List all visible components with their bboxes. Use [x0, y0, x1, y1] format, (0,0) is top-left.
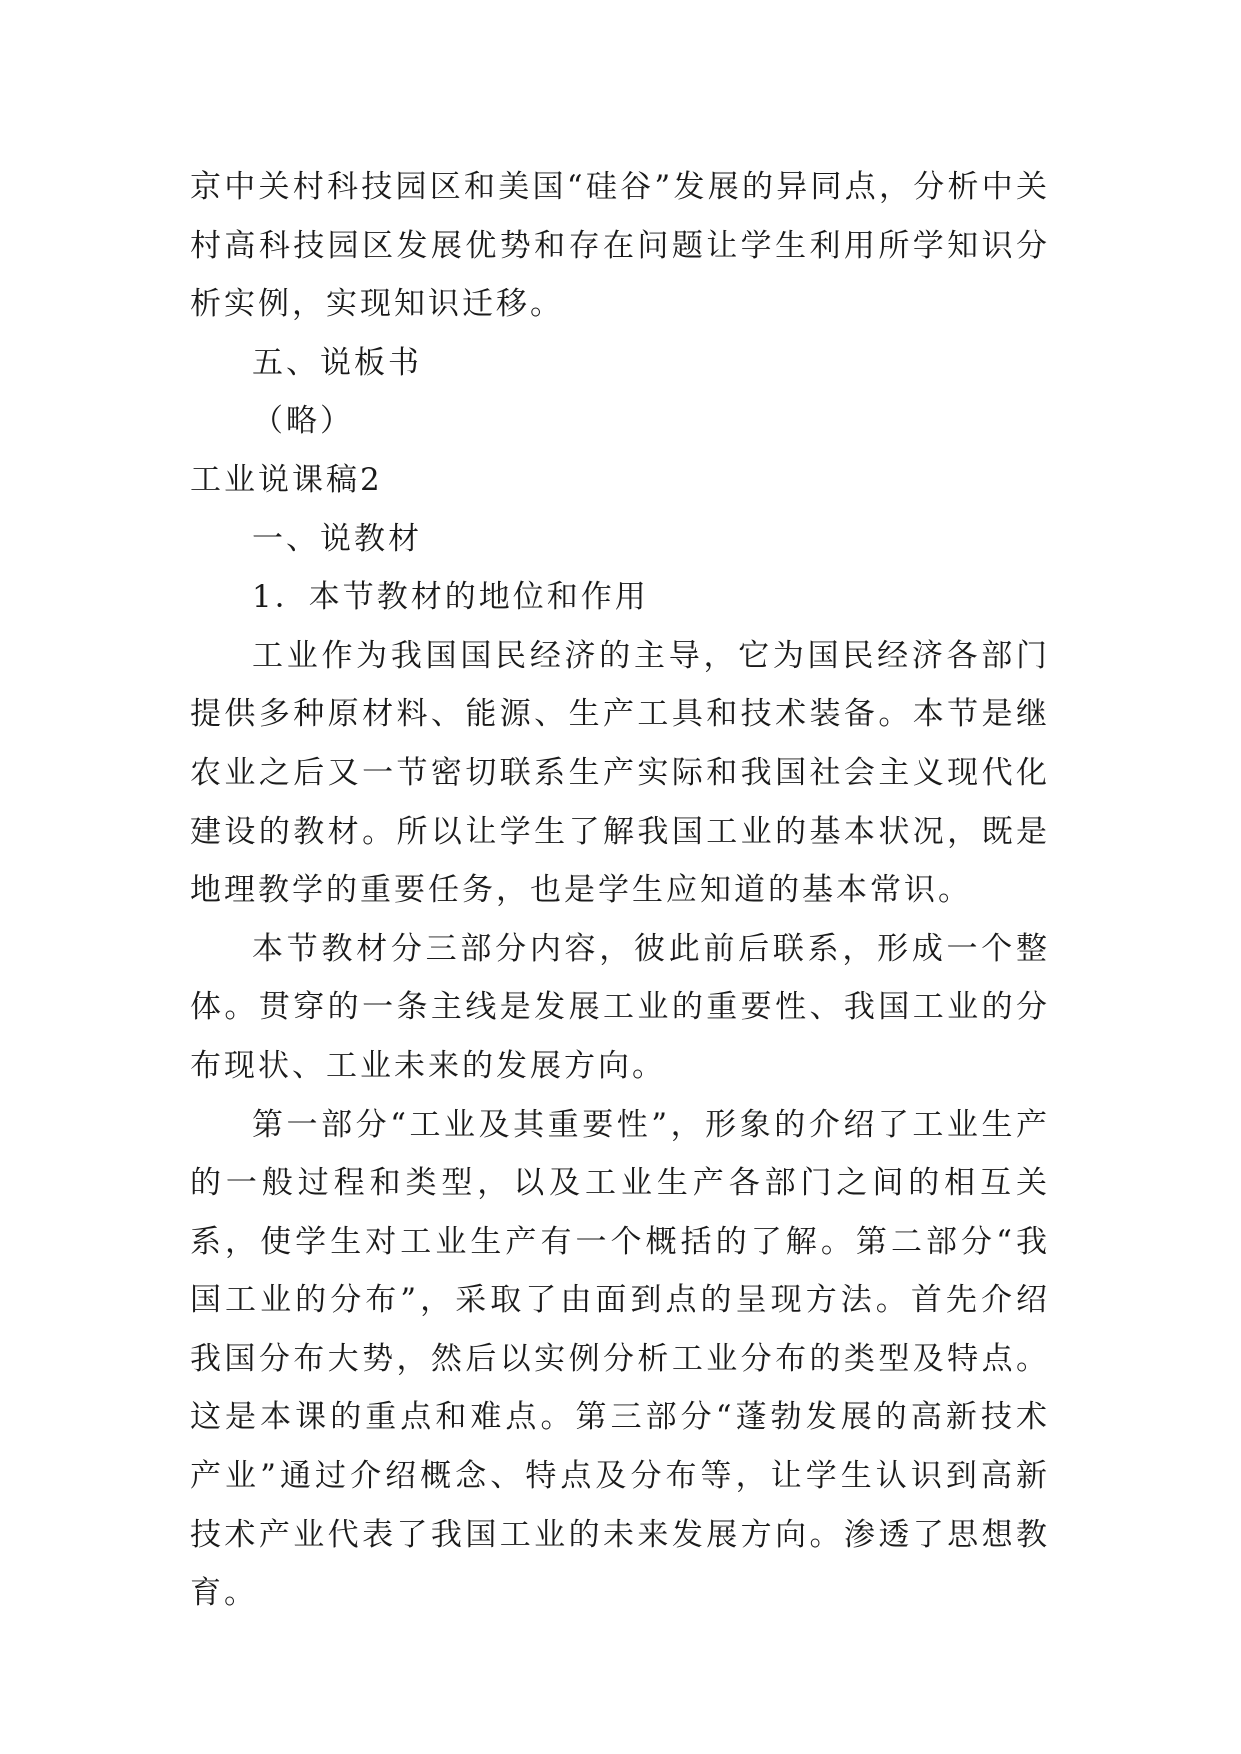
section-heading-blackboard: 五、说板书 — [252, 344, 422, 381]
document-title: 工业说课稿2 — [190, 461, 383, 498]
paragraph-industry-role: 工业作为我国国民经济的主导，它为国民经济各部门提供多种原材料、能源、生产工具和技术装备。本节是继农业之后又一节密切联系生产实际和我国社会主义现代化建设的教材。所以让学生了解我国工业的基本状况，既是地理教学的重要任务，也是学生应知道的基本常识。 — [190, 637, 1050, 909]
paragraph-omitted: （略） — [252, 403, 354, 440]
section-heading-textbook: 一、说教材 — [252, 520, 422, 557]
paragraph-three-parts: 本节教材分三部分内容，彼此前后联系，形成一个整体。贯穿的一条主线是发展工业的重要性、我国工业的分布现状、工业未来的发展方向。 — [190, 930, 1050, 1084]
paragraph-continued: 京中关村科技园区和美国“硅谷”发展的异同点，分析中关村高科技园区发展优势和存在问题让学生利用所学知识分析实例，实现知识迁移。 — [190, 169, 1050, 323]
document-body — [190, 158, 1050, 1623]
paragraph-part-details: 第一部分“工业及其重要性”，形象的介绍了工业生产的一般过程和类型，以及工业生产各部门之间的相互关系，使学生对工业生产有一个概括的了解。第二部分“我国工业的分布”，采取了由面到点的呈现方法。首先介绍我国分布大势，然后以实例分析工业分布的类型及特点。这是本课的重点和难点。第三部分“蓬勃发展的高新技术产业”通过介绍概念、特点及分布等，让学生认识到高新技术产业代表了我国工业的未来发展方向。渗透了思想教育。 — [190, 1106, 1050, 1612]
subsection-heading-status: 1．本节教材的地位和作用 — [252, 579, 649, 616]
